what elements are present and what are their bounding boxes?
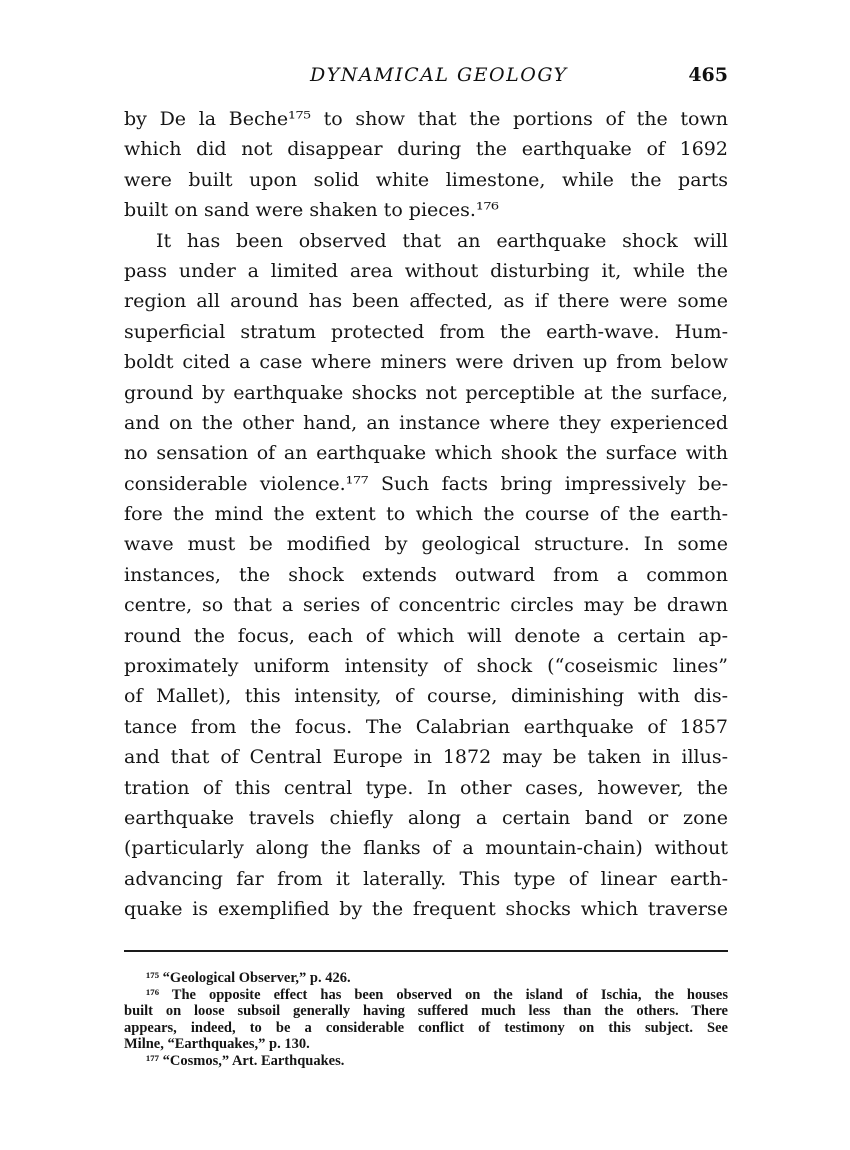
footnotes xyxy=(124,970,728,1069)
footnote-line: ¹⁷⁷ “Cosmos,” Art. Earthquakes. xyxy=(146,1052,345,1069)
body-line: of Mallet), this intensity, of course, diminishing with dis- xyxy=(124,685,728,708)
body-line: considerable violence.¹⁷⁷ Such facts bring impressively be- xyxy=(124,472,728,495)
body-line: pass under a limited area without disturbing it, while the xyxy=(124,259,728,282)
body-line: fore the mind the extent to which the course of the earth- xyxy=(124,503,728,526)
running-head xyxy=(124,60,728,92)
body-line: tration of this central type. In other cases, however, the xyxy=(124,776,728,799)
body-line: (particularly along the flanks of a mountain-chain) without xyxy=(124,837,728,860)
footnote-line: ¹⁷⁶ The opposite effect has been observed on the island of Ischia, the houses xyxy=(146,986,728,1003)
body-line: which did not disappear during the earthquake of 1692 xyxy=(124,138,728,161)
body-line: wave must be modified by geological structure. In some xyxy=(124,533,728,556)
body-line: tance from the focus. The Calabrian earthquake of 1857 xyxy=(124,715,728,738)
body-line: proximately uniform intensity of shock (“coseismic lines” xyxy=(124,655,728,678)
body-line: centre, so that a series of concentric circles may be drawn xyxy=(124,594,728,617)
page-number: 465 xyxy=(688,64,728,86)
footnote-line: Milne, “Earthquakes,” p. 130. xyxy=(124,1036,310,1052)
body-line: It has been observed that an earthquake shock will xyxy=(156,229,728,252)
body-line: ground by earthquake shocks not perceptible at the surface, xyxy=(124,381,728,404)
body-line: and that of Central Europe in 1872 may be taken in illus- xyxy=(124,746,728,769)
body-line: superficial stratum protected from the earth-wave. Hum- xyxy=(124,320,728,343)
body-text xyxy=(124,104,728,925)
body-line: boldt cited a case where miners were driven up from below xyxy=(124,351,728,374)
body-line: instances, the shock extends outward from a common xyxy=(124,563,728,586)
body-line: region all around has been affected, as if there were some xyxy=(124,290,728,313)
body-line: earthquake travels chiefly along a certain band or zone xyxy=(124,806,728,829)
footnote-line: built on loose subsoil generally having suffered much less than the others. There xyxy=(124,1003,728,1019)
body-line: no sensation of an earthquake which shook the surface with xyxy=(124,442,728,465)
footnote-line: appears, indeed, to be a considerable conflict of testimony on this subject. See xyxy=(124,1019,728,1036)
footnote-rule xyxy=(124,950,728,952)
footnote-line: ¹⁷⁵ “Geological Observer,” p. 426. xyxy=(146,970,351,986)
body-line: by De la Beche¹⁷⁵ to show that the portions of the town xyxy=(124,108,728,130)
running-head-title: DYNAMICAL GEOLOGY xyxy=(310,64,568,86)
body-line: quake is exemplified by the frequent shocks which traverse xyxy=(124,898,728,921)
body-line: round the focus, each of which will denote a certain ap- xyxy=(124,624,728,647)
body-line: advancing far from it laterally. This type of linear earth- xyxy=(124,867,728,890)
body-line: built on sand were shaken to pieces.¹⁷⁶ xyxy=(124,199,499,222)
body-line: were built upon solid white limestone, while the parts xyxy=(124,168,728,191)
body-line: and on the other hand, an instance where they experienced xyxy=(124,411,728,434)
